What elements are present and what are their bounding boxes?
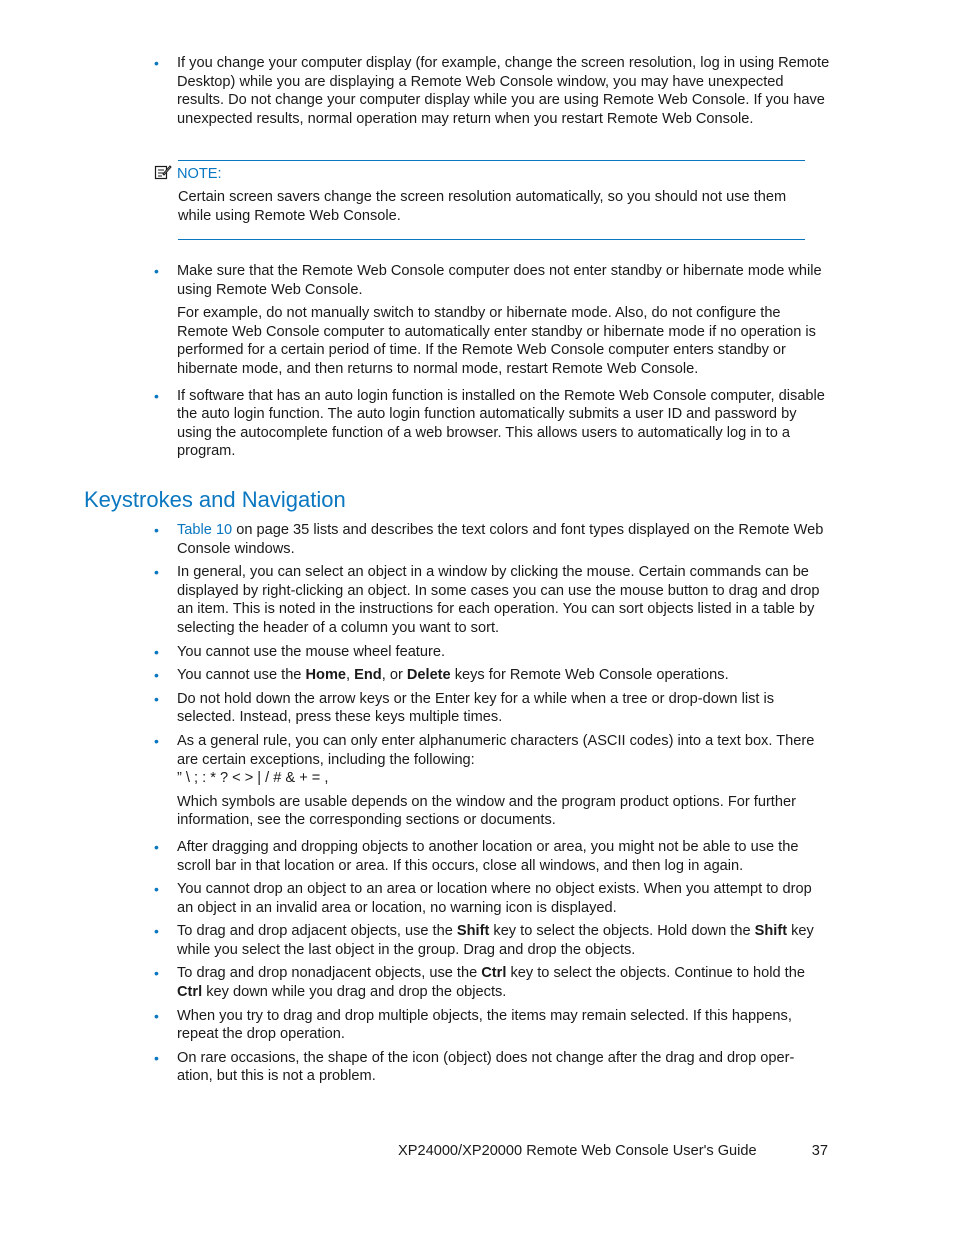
bullet-icon: • (154, 1049, 159, 1066)
text-run: key to select the objects. Hold down the (489, 923, 755, 940)
list-item (154, 1007, 830, 1044)
bullet-text: After dragging and dropping objects to another location or area, you might not be able to use the scroll bar in that location or area. If this occurs, close all windows, and then log in again. (177, 838, 799, 874)
note-label: NOTE: (177, 166, 222, 182)
list-item (154, 563, 830, 637)
delete-key: Delete (406, 667, 451, 684)
bullet-icon: • (154, 732, 159, 749)
footer-title: XP24000/XP20000 Remote Web Console User's Guide (398, 1143, 757, 1159)
home-key: Home (305, 667, 347, 684)
list-item (154, 880, 830, 917)
bullet-icon: • (154, 55, 159, 71)
text-run: , (346, 667, 355, 684)
bullet-icon: • (154, 838, 159, 855)
text-run: To drag and drop nonadjacent objects, use the (177, 965, 482, 982)
bullet-text: Do not hold down the arrow keys or the Enter key for a while when a tree or drop-down list is selected. Instead, press these keys multiple times. (177, 690, 775, 726)
text-run: key while you select the last object in the group. Drag and drop the objects. (177, 923, 814, 958)
bullet-icon: • (154, 643, 159, 660)
list-item (154, 643, 830, 662)
table-10-link[interactable]: Table 10 (177, 522, 233, 538)
bullet-text: You cannot use the mouse wheel feature. (177, 643, 446, 660)
ctrl-key: Ctrl (481, 965, 507, 982)
list-item (154, 521, 830, 558)
list-item (154, 922, 830, 959)
note-icon (154, 164, 172, 185)
bullet-text: Make sure that the Remote Web Console computer does not enter standby or hibernate mode while using Remote Web Console. (177, 263, 822, 298)
symbol-list: ” \ ; : * ? < > | / # & + = , (177, 770, 329, 787)
list-item (154, 964, 830, 1001)
list-item (154, 690, 830, 727)
note-text: Certain screen savers change the screen resolution automatically, so you should not use them while using Remote Web Console. (178, 189, 787, 224)
bullet-text: As a general rule, you can only enter alphanumeric characters (ASCII codes) into a text box. There are certain exceptions, including the following: (177, 732, 815, 768)
bullet-text (177, 964, 830, 1001)
text-run: keys for Remote Web Console operations. (450, 667, 729, 684)
bullet-text (177, 666, 830, 685)
section-heading: Keystrokes and Navigation (84, 487, 346, 512)
bullet-icon: • (154, 522, 159, 538)
shift-key: Shift (754, 923, 788, 940)
bullet-list-keystrokes (154, 521, 830, 1091)
bullet-icon: • (154, 564, 159, 581)
bullet-text: When you try to drag and drop multiple objects, the items may remain selected. If this happens, repeat the drop operation. (177, 1007, 792, 1043)
bullet-icon: • (154, 923, 159, 940)
bullet-text: If software that has an auto login function is installed on the Remote Web Console computer, disable the auto login function. The auto login function automatically submits a user ID and password by using the autocomplete function of a web browser. This allows users to automatically log in to a program. (177, 387, 825, 460)
ctrl-key: Ctrl (177, 984, 203, 1001)
bullet-text (177, 922, 830, 959)
bullet-text-rest: on page 35 lists and describes the text colors and font types displayed on the Remote Web Console windows. (177, 522, 824, 557)
list-item (154, 387, 830, 461)
bullet-icon: • (154, 881, 159, 898)
text-run: , or (381, 667, 407, 684)
bullet-icon: • (154, 965, 159, 982)
list-item (154, 54, 830, 128)
bullet-icon: • (154, 263, 159, 279)
bullet-icon: • (154, 690, 159, 707)
bullet-subtext: Which symbols are usable depends on the window and the program product options. For further information, see the corresponding sections or documents. (177, 793, 796, 829)
text-run: You cannot use the (177, 667, 306, 684)
bullet-text: If you change your computer display (for example, change the screen resolution, log in using Remote Desktop) while you are displaying a Remote Web Console window, you may have unexpected results. Do not change your computer display while you are using Remote Web Console. If you have unexpected results, normal operation may return when you restart Remote Web Console. (177, 55, 830, 127)
text-run: key down while you drag and drop the objects. (202, 984, 507, 1001)
bullet-text: On rare occasions, the shape of the icon (object) does not change after the drag and drop oper-ation, but this is not a problem. (177, 1049, 795, 1085)
shift-key: Shift (456, 923, 490, 940)
bullet-icon: • (154, 667, 159, 684)
list-item (154, 838, 830, 875)
end-key: End (354, 667, 382, 684)
bullet-list-top (154, 54, 830, 133)
page-footer (398, 1143, 828, 1159)
bullet-list-middle (154, 262, 830, 466)
bullet-text (177, 521, 830, 558)
note-bottom-rule (178, 239, 805, 240)
list-item (154, 262, 830, 379)
bullet-icon: • (154, 1007, 159, 1024)
list-item (154, 1049, 830, 1086)
note-top-rule (178, 160, 805, 161)
list-item (154, 666, 830, 685)
text-run: To drag and drop adjacent objects, use the (177, 923, 457, 940)
bullet-icon: • (154, 387, 159, 404)
note-box (154, 160, 805, 240)
bullet-text: In general, you can select an object in a window by clicking the mouse. Certain commands can be displayed by right-clicking an object. In some cases you can use the mouse button to drag and drop an item. This is noted in the instructions for each operation. You can sort objects listed in a table by selecting the header of a column you want to sort. (177, 564, 820, 636)
note-header (154, 164, 805, 184)
text-run: key to select the objects. Continue to hold the (506, 965, 805, 982)
bullet-text: You cannot drop an object to an area or location where no object exists. When you attempt to drop an object in an invalid area or location, no warning icon is displayed. (177, 881, 812, 916)
page-number: 37 (811, 1143, 828, 1159)
bullet-subtext: For example, do not manually switch to standby or hibernate mode. Also, do not configure the Remote Web Console computer to automatically enter standby or hibernate mode if no operation is performed for a certain period of time. If the Remote Web Console computer enters standby or hibernate mode, and then returns to normal mode, restart Remote Web Console. (177, 305, 816, 377)
list-item (154, 732, 830, 830)
